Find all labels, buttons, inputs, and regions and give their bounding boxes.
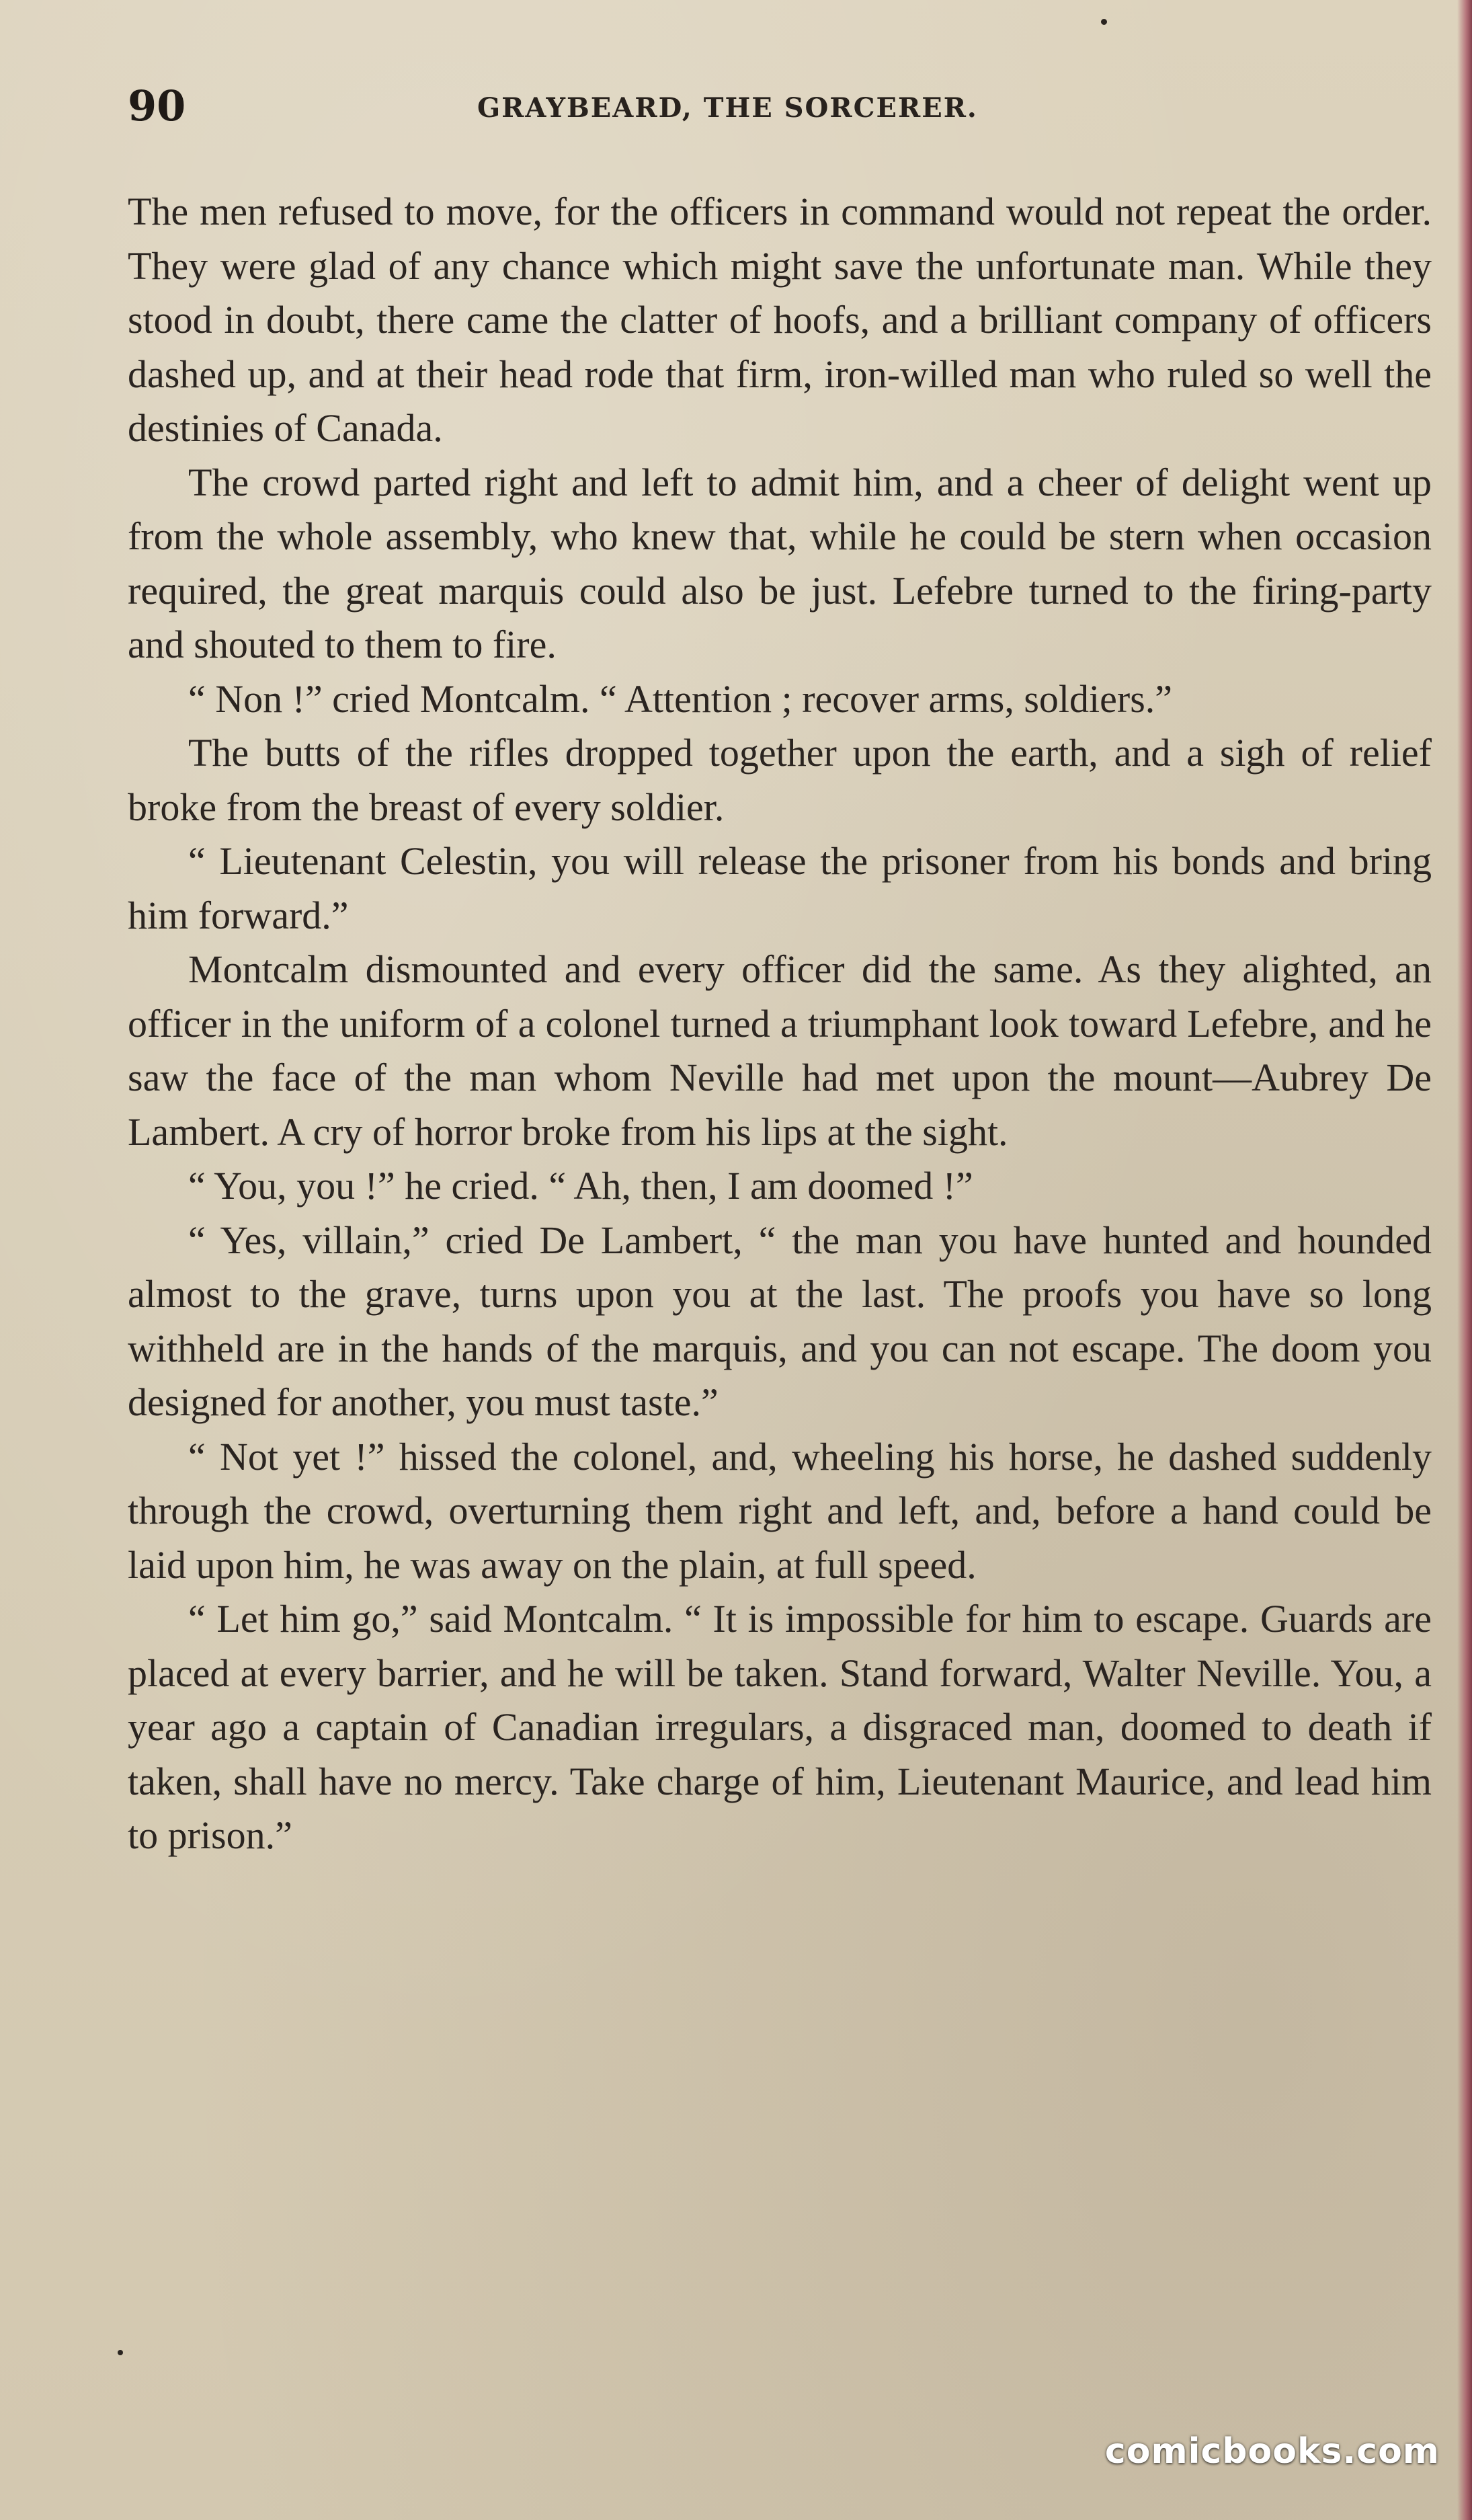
paragraph: “ Lieutenant Celestin, you will release the prisoner from his bonds and bring him forward.” [128,839,1432,937]
paragraph: “ Yes, villain,” cried De Lambert, “ the man you have hunted and hounded almost to the grave, turns upon you at the last. The proofs you have so long withheld are in the hands of the marquis, and you can not escape. The doom you designed for another, you must taste.” [128,1218,1432,1424]
paragraph: “ Let him go,” said Montcalm. “ It is impossible for him to escape. Guards are placed at every barrier, and he will be taken. Stand forward, Walter Neville. You, a year ago a captain of Canadian irregulars, a disgraced man, doomed to death if taken, shall have no mercy. Take charge of him, Lieutenant Maurice, and lead him to prison.” [128,1597,1432,1857]
paragraph: The crowd parted right and left to admit him, and a cheer of delight went up from the whole assembly, who knew that, while he could be stern when occasion required, the great marquis could also be just. Lefebre turned to the firing-party and shouted to them to fire. [128,460,1432,666]
running-head: GRAYBEARD, THE SORCERER. [477,92,978,124]
body-text [128,185,1432,1863]
paragraph: “ Not yet !” hissed the colonel, and, wheeling his horse, he dashed suddenly through the crowd, overturning them right and left, and, before a hand could be laid upon him, he was away on the plain, at full speed. [128,1434,1432,1587]
paragraph: Montcalm dismounted and every officer did the same. As they alighted, an officer in the uniform of a colonel turned a triumphant look toward Lefebre, and he saw the face of the man whom Neville had met upon the mount—Aubrey De Lambert. A cry of horror broke from his lips at the sight. [128,947,1432,1154]
watermark: comicbooks.com [1104,2431,1440,2472]
paragraph: “ You, you !” he cried. “ Ah, then, I am doomed !” [188,1164,973,1208]
paragraph: The men refused to move, for the officers in command would not repeat the order. They were glad of any chance which might save the unfortunate man. While they stood in doubt, there came the clatter of hoofs, and a brilliant company of officers dashed up, and at their head rode that firm, iron-willed man who ruled so well the destinies of Canada. [128,190,1432,450]
paragraph: “ Non !” cried Montcalm. “ Attention ; recover arms, soldiers.” [188,676,1173,721]
page-header [128,79,1405,133]
ink-speck [118,2350,123,2355]
page-edge [1457,0,1472,2520]
paragraph: The butts of the rifles dropped together upon the earth, and a sigh of relief broke from the breast of every soldier. [128,731,1432,829]
ink-speck [1101,19,1107,25]
page-number: 90 [128,81,186,130]
